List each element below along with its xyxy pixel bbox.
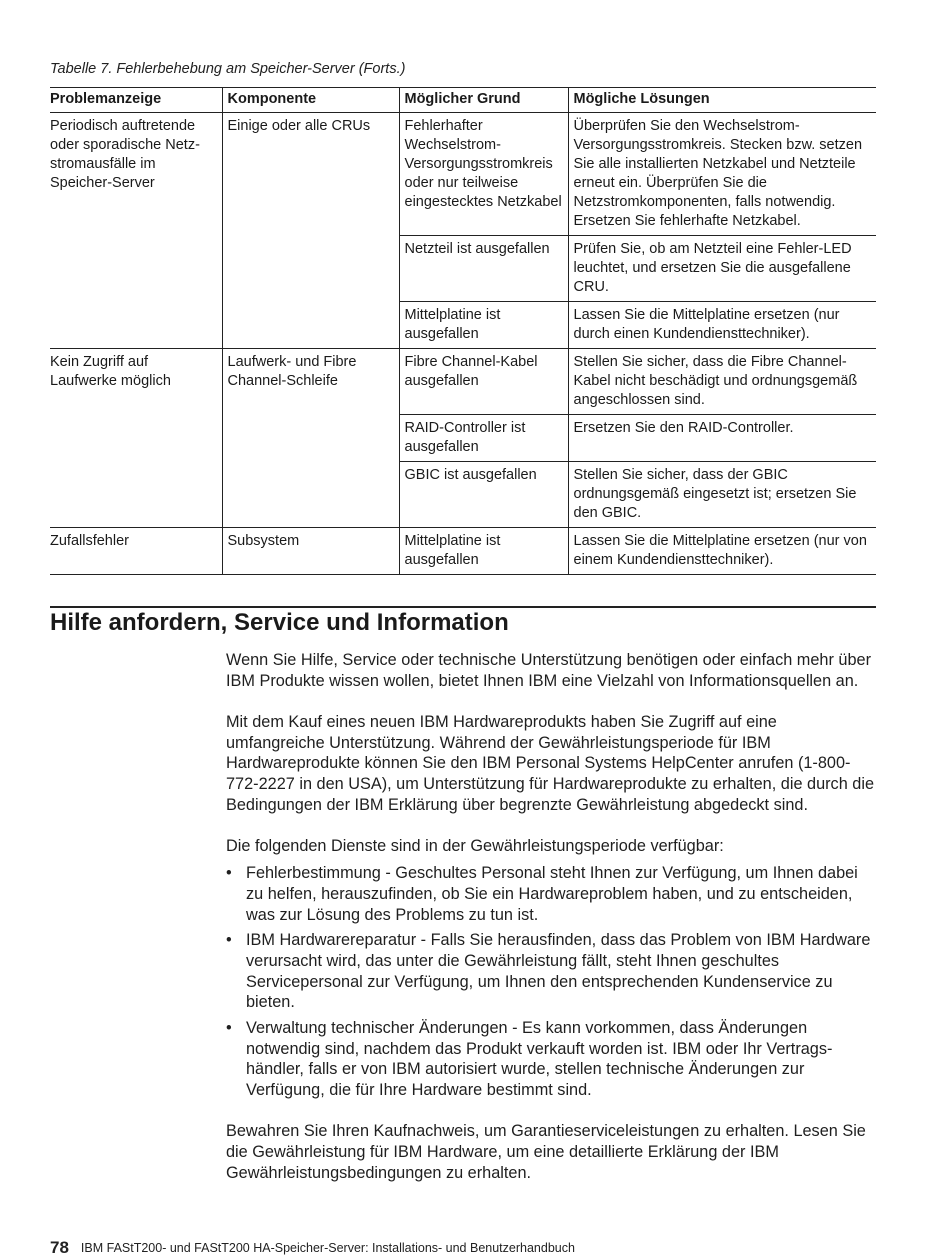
paragraph-intro: Wenn Sie Hilfe, Service oder technische Unterstützung benötigen oder einfach mehr über IBM Produkte wissen wollen, bietet Ihnen IBM eine Vielzahl von Informationsquellen an. xyxy=(226,651,871,690)
footer-title: IBM FAStT200- und FAStT200 HA-Speicher-Server: Installations- und Benutzerhandbuch xyxy=(80,1241,575,1255)
table-row xyxy=(50,349,876,415)
bullet-icon: • xyxy=(226,1019,232,1038)
list-item-text: Fehlerbestimmung - Geschultes Personal steht Ihnen zur Verfügung, um Ihnen dabei zu helfen, herauszufinden, ob Sie ein Hardwareproblem haben, und zu entscheiden, was zur Lösung des Problems zu tun ist. xyxy=(246,864,858,924)
list-item xyxy=(226,1018,878,1101)
header-solution: Mögliche Lösungen xyxy=(568,88,876,113)
cause-cell: RAID-Controller ist ausgefallen xyxy=(399,415,568,462)
problem-cell: Periodisch auftretende oder sporadische Netzstromausfälle im Speicher-Server xyxy=(50,113,222,349)
table-caption: Tabelle 7. Fehlerbehebung am Speicher-Server (Forts.) xyxy=(50,61,406,77)
section-divider xyxy=(50,606,876,608)
section-heading: Hilfe anfordern, Service und Information xyxy=(50,609,509,636)
page-number: 78 xyxy=(50,1238,69,1257)
solution-cell: Lassen Sie die Mittelplatine ersetzen (nur von einem Kundendiensttechniker). xyxy=(568,528,876,575)
list-item xyxy=(226,930,878,1013)
services-list xyxy=(226,863,878,1101)
cause-cell: GBIC ist ausgefallen xyxy=(399,462,568,528)
list-item xyxy=(226,863,878,925)
troubleshooting-table xyxy=(50,87,876,575)
header-problem: Problemanzeige xyxy=(50,88,222,113)
table-row xyxy=(50,528,876,575)
cause-cell: Fibre Channel-Kabel ausgefallen xyxy=(399,349,568,415)
solution-cell: Lassen Sie die Mittelplatine ersetzen (nur durch einen Kundendiensttechniker). xyxy=(568,302,876,349)
component-cell: Laufwerk- und Fibre Channel-Schleife xyxy=(222,349,399,528)
list-item-text: Verwaltung technischer Änderungen - Es kann vorkommen, dass Änderungen notwendig sind, nachdem das Produkt verkauft worden ist. IBM oder Ihr Vertragshändler, falls er von IBM autorisiert wurde, stellen technische Änderungen zur Verfügung, die für Ihre Hardware bestimmt sind. xyxy=(246,1019,833,1100)
header-component: Komponente xyxy=(222,88,399,113)
solution-cell: Stellen Sie sicher, dass die Fibre Channel-Kabel nicht beschädigt und ordnungsgemäß angeschlossen sind. xyxy=(568,349,876,415)
solution-cell: Stellen Sie sicher, dass der GBIC ordnungsgemäß eingesetzt ist; ersetzen Sie den GBIC. xyxy=(568,462,876,528)
bullet-icon: • xyxy=(226,931,232,950)
component-cell: Subsystem xyxy=(222,528,399,575)
table-row xyxy=(50,113,876,236)
list-item-text: IBM Hardwarereparatur - Falls Sie herausfinden, dass das Problem von IBM Hardware verursacht wird, das unter die Gewährleistung fällt, steht Ihnen geschultes Servicepersonal zur Verfügung, um Ihnen den entsprechenden Kundenservice zu bieten. xyxy=(246,931,871,1012)
table-header-row xyxy=(50,88,876,113)
cause-cell: Fehlerhafter Wechselstrom-Versorgungsstromkreis oder nur teilweise eingestecktes Netzkabel xyxy=(399,113,568,236)
solution-cell: Überprüfen Sie den Wechselstrom-Versorgungsstromkreis. Stecken bzw. setzen Sie alle installierten Netzkabel und Netzteile erneut ein. Überprüfen Sie die Netzstromkomponenten, falls notwendig. Ersetzen Sie fehlerhafte Netzkabel. xyxy=(568,113,876,236)
cause-cell: Mittelplatine ist ausgefallen xyxy=(399,528,568,575)
solution-cell: Ersetzen Sie den RAID-Controller. xyxy=(568,415,876,462)
page-footer xyxy=(50,1238,575,1258)
problem-cell: Kein Zugriff auf Laufwerke möglich xyxy=(50,349,222,528)
cause-cell: Mittelplatine ist ausgefallen xyxy=(399,302,568,349)
paragraph-services-intro: Die folgenden Dienste sind in der Gewährleistungsperiode verfügbar: xyxy=(226,836,724,855)
header-cause: Möglicher Grund xyxy=(399,88,568,113)
bullet-icon: • xyxy=(226,864,232,883)
cause-cell: Netzteil ist ausgefallen xyxy=(399,236,568,302)
component-cell: Einige oder alle CRUs xyxy=(222,113,399,349)
problem-cell: Zufallsfehler xyxy=(50,528,222,575)
paragraph-support: Mit dem Kauf eines neuen IBM Hardwareprodukts haben Sie Zugriff auf eine umfangreiche Unterstützung. Während der Gewährleistungsperiode für IBM Hardwareprodukte können Sie den IBM Personal Systems HelpCenter anrufen (1-800-772-2227 in den USA), um Unterstützung für Hardwareprodukte zu erhalten, die durch die Bedingungen der IBM Erklärung über begrenzte Gewährleistung abgedeckt sind. xyxy=(226,712,874,814)
solution-cell: Prüfen Sie, ob am Netzteil eine Fehler-LED leuchtet, und ersetzen Sie die ausgefallene CRU. xyxy=(568,236,876,302)
paragraph-proof-of-purchase: Bewahren Sie Ihren Kaufnachweis, um Garantieserviceleistungen zu erhalten. Lesen Sie die Gewährleistung für IBM Hardware, um eine detaillierte Erklärung der IBM Gewährleistungsbedingungen zu erhalten. xyxy=(226,1122,866,1182)
section-body xyxy=(226,650,878,1204)
